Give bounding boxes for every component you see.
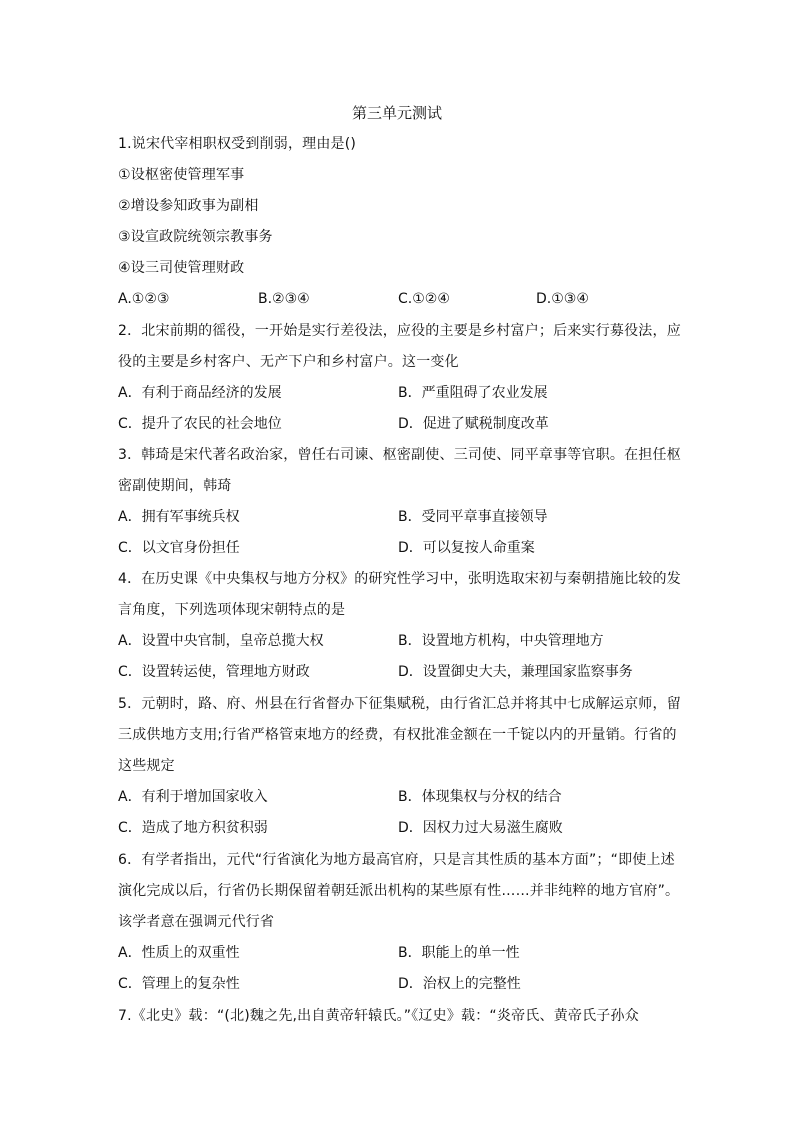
q1-item-4: ④设三司使管理财政 xyxy=(118,260,245,276)
q4-option-a: A．设置中央官制，皇帝总揽大权 xyxy=(118,633,324,649)
q5-option-c: C．造成了地方积贫积弱 xyxy=(118,820,268,836)
q4-option-b: B．设置地方机构，中央管理地方 xyxy=(398,633,604,649)
q1-option-c: C.①②④ xyxy=(398,291,450,307)
q5-option-d: D．因权力过大易滋生腐败 xyxy=(398,820,563,836)
q3-option-c: C．以文官身份担任 xyxy=(118,540,240,556)
q2-option-d: D．促进了赋税制度改革 xyxy=(398,416,549,432)
q7-stem-line-1: 7.《北史》载：“(北)魏之先,出自黄帝轩辕氏。”《辽史》载：“炎帝氏、黄帝氏子孙众 xyxy=(118,1008,639,1024)
q6-stem-line-1: 6．有学者指出，元代“行省演化为地方最高官府，只是言其性质的基本方面”；“即使上述 xyxy=(118,852,675,868)
q3-stem-line-2: 密副使期间，韩琦 xyxy=(118,478,232,494)
q6-stem-line-2: 演化完成以后，行省仍长期保留着朝廷派出机构的某些原有性……并非纯粹的地方官府”。 xyxy=(118,883,680,899)
q5-stem-line-2: 三成供地方支用;行省严格管束地方的经费，有权批准金额在一千锭以内的开量销。行省的 xyxy=(118,727,677,743)
q2-option-c: C．提升了农民的社会地位 xyxy=(118,416,282,432)
q1-item-2: ②增设参知政事为副相 xyxy=(118,198,259,214)
q2-stem-line-2: 役的主要是乡村客户、无产下户和乡村富户。这一变化 xyxy=(118,354,459,370)
q3-option-d: D．可以复按人命重案 xyxy=(398,540,535,556)
q3-option-b: B．受同平章事直接领导 xyxy=(398,509,548,525)
q1-option-b: B.②③④ xyxy=(258,291,310,307)
q6-option-b: B．职能上的单一性 xyxy=(398,945,520,961)
q1-item-1: ①设枢密使管理军事 xyxy=(118,167,245,183)
q5-option-b: B．体现集权与分权的结合 xyxy=(398,789,562,805)
q1-item-3: ③设宣政院统领宗教事务 xyxy=(118,229,273,245)
q5-stem-line-1: 5．元朝时，路、府、州县在行省督办下征集赋税，由行省汇总并将其中七成解运京师，留 xyxy=(118,696,681,712)
q6-option-a: A．性质上的双重性 xyxy=(118,945,240,961)
q6-stem-line-3: 该学者意在强调元代行省 xyxy=(118,914,275,930)
q1-option-a: A.①②③ xyxy=(118,291,170,307)
q4-option-c: C．设置转运使，管理地方财政 xyxy=(118,664,310,680)
q6-option-c: C．管理上的复杂性 xyxy=(118,976,240,992)
q5-option-a: A．有利于增加国家收入 xyxy=(118,789,268,805)
q4-stem-line-1: 4．在历史课《中央集权与地方分权》的研究性学习中，张明选取宋初与秦朝措施比较的发 xyxy=(118,571,681,587)
q2-option-b: B．严重阻碍了农业发展 xyxy=(398,385,548,401)
q4-stem-line-2: 言角度，下列选项体现宋朝特点的是 xyxy=(118,602,346,618)
q1-option-d: D.①③④ xyxy=(536,291,589,307)
q1-stem: 1.说宋代宰相职权受到削弱，理由是() xyxy=(118,136,357,152)
q2-option-a: A．有利于商品经济的发展 xyxy=(118,385,282,401)
q6-option-d: D．治权上的完整性 xyxy=(398,976,521,992)
page-title: 第三单元测试 xyxy=(351,104,442,122)
q3-option-a: A．拥有军事统兵权 xyxy=(118,509,240,525)
q3-stem-line-1: 3．韩琦是宋代著名政治家，曾任右司谏、枢密副使、三司使、同平章事等官职。在担任枢 xyxy=(118,447,681,463)
q5-stem-line-3: 这些规定 xyxy=(118,758,175,774)
q2-stem-line-1: 2．北宋前期的徭役，一开始是实行差役法，应役的主要是乡村富户；后来实行募役法，应 xyxy=(118,323,681,339)
q4-option-d: D．设置御史大夫，兼理国家监察事务 xyxy=(398,664,633,680)
